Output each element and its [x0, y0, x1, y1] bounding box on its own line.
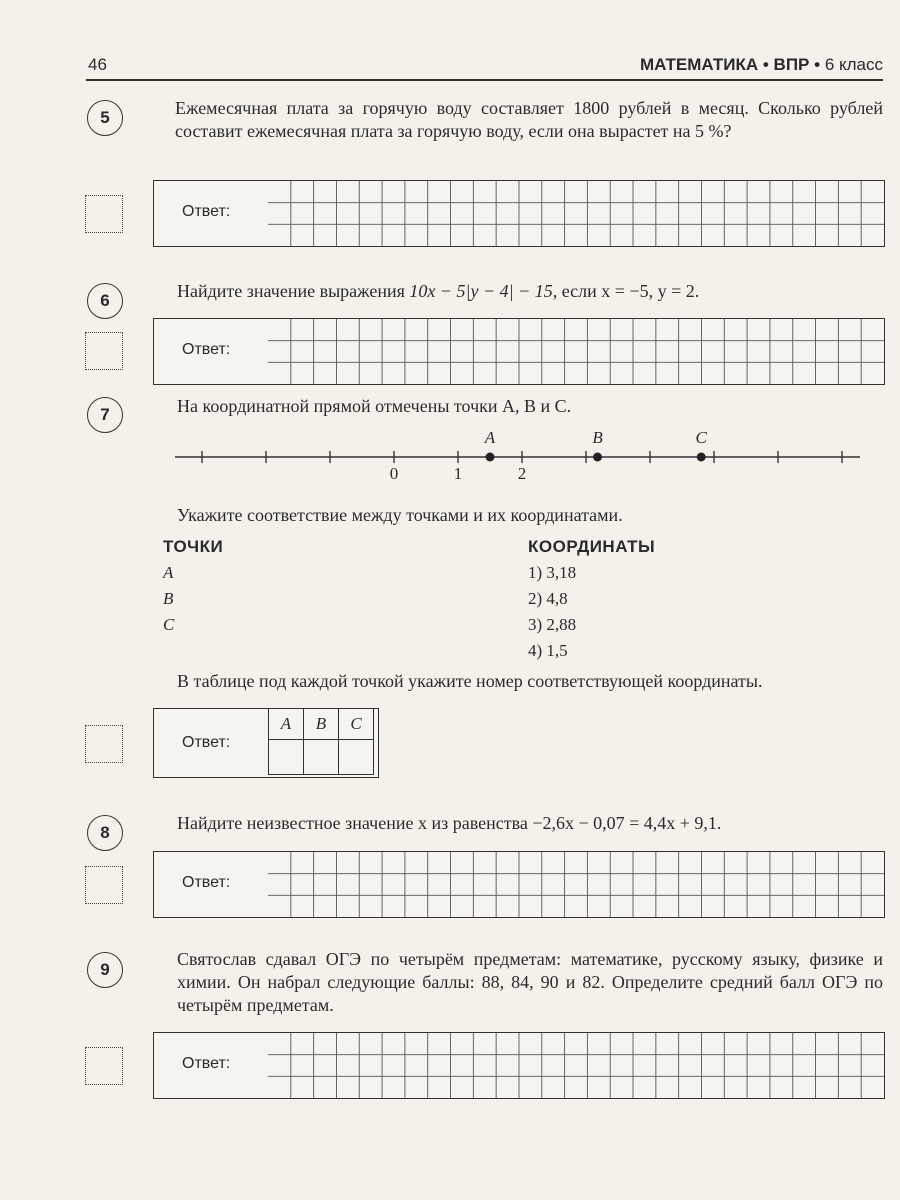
task-7-score-box [85, 725, 123, 763]
task-6-expression: 10x − 5|y − 4| − 15 [409, 281, 553, 301]
number-line-point-label-B: B [592, 428, 603, 447]
running-head-exam: ВПР [773, 55, 810, 74]
number-line-point-label-A: A [484, 428, 496, 447]
number-line [170, 425, 870, 485]
task-7-answer-table[interactable] [268, 708, 374, 775]
task-5-answer-box[interactable] [153, 180, 885, 247]
header-rule [86, 79, 883, 81]
number-line-tick-label-0: 0 [389, 464, 399, 483]
task-8-number: 8 [87, 815, 123, 851]
task-5-number: 5 [87, 100, 123, 136]
task-7-answer-box[interactable] [153, 708, 379, 778]
coordinate-option-4: 4) 1,5 [528, 641, 568, 660]
page-number: 46 [88, 55, 107, 74]
answer-table-header-B: B [304, 709, 339, 740]
number-line-point-label-C: C [695, 428, 707, 447]
answer-cell-C[interactable] [339, 740, 374, 775]
answer-table-header-C: C [339, 709, 374, 740]
coordinate-option-1: 1) 3,18 [528, 563, 577, 582]
point-A-label: A [163, 563, 174, 582]
task-8-text: Найдите неизвестное значение x из равенства −2,6x − 0,07 = 4,4x + 9,1. [177, 813, 722, 833]
coordinates-header: КООРДИНАТЫ [528, 537, 656, 556]
task-5-answer-grid[interactable] [268, 181, 884, 246]
running-head-bullet-2: • [814, 55, 821, 74]
number-line-tick-label-2: 2 [517, 464, 527, 483]
task-6-answer-grid[interactable] [268, 319, 884, 384]
number-line-tick-label-1: 1 [453, 464, 463, 483]
task-9-answer-box[interactable] [153, 1032, 885, 1099]
task-5-text: Ежемесячная плата за горячую воду составляет 1800 рублей в месяц. Сколько рублей составит ежемесячная плата за горячую воду, если она вырастет на 5 %? [175, 98, 883, 141]
task-6-answer-label: Ответ: [182, 341, 231, 358]
point-B-label: B [163, 589, 174, 608]
task-7-table-instruction: В таблице под каждой точкой укажите номер соответствующей координаты. [177, 671, 763, 691]
task-6-score-box [85, 332, 123, 370]
points-header: ТОЧКИ [163, 537, 224, 556]
task-9-answer-label: Ответ: [182, 1055, 231, 1072]
task-8-answer-grid[interactable] [268, 852, 884, 917]
task-9-text: Святослав сдавал ОГЭ по четырём предметам: математике, русскому языку, физике и химии. Он набрал следующие баллы: 88, 84, 90 и 82. Определите средний балл ОГЭ по четырём предметам. [177, 949, 883, 1015]
number-line-point-A [486, 453, 495, 462]
task-7-answer-label: Ответ: [182, 734, 231, 751]
answer-cell-A[interactable] [269, 740, 304, 775]
task-6-text [177, 280, 883, 303]
task-8-score-box [85, 866, 123, 904]
task-8-answer-box[interactable] [153, 851, 885, 918]
coordinate-option-2: 2) 4,8 [528, 589, 568, 608]
task-7-intro: На координатной прямой отмечены точки A, B и C. [177, 396, 572, 416]
answer-table-header-A: A [269, 709, 304, 740]
task-5-answer-label: Ответ: [182, 203, 231, 220]
coordinate-option-3: 3) 2,88 [528, 615, 577, 634]
task-6-text-after: , если x = −5, y = 2. [552, 281, 700, 301]
number-line-point-B [593, 453, 602, 462]
task-9-number: 9 [87, 952, 123, 988]
task-7-instruction: Укажите соответствие между точками и их координатами. [177, 505, 623, 525]
task-6-number: 6 [87, 283, 123, 319]
task-9-answer-grid[interactable] [268, 1033, 884, 1098]
task-8-answer-label: Ответ: [182, 874, 231, 891]
answer-cell-B[interactable] [304, 740, 339, 775]
number-line-point-C [697, 453, 706, 462]
task-5-score-box [85, 195, 123, 233]
running-head [640, 55, 883, 75]
point-C-label: C [163, 615, 175, 634]
task-9-score-box [85, 1047, 123, 1085]
running-head-subject: МАТЕМАТИКА [639, 55, 759, 74]
task-6-answer-box[interactable] [153, 318, 885, 385]
task-6-text-before: Найдите значение выражения [177, 281, 410, 301]
task-7-number: 7 [87, 397, 123, 433]
running-head-bullet: • [762, 55, 769, 74]
running-head-grade: 6 класс [824, 55, 883, 74]
